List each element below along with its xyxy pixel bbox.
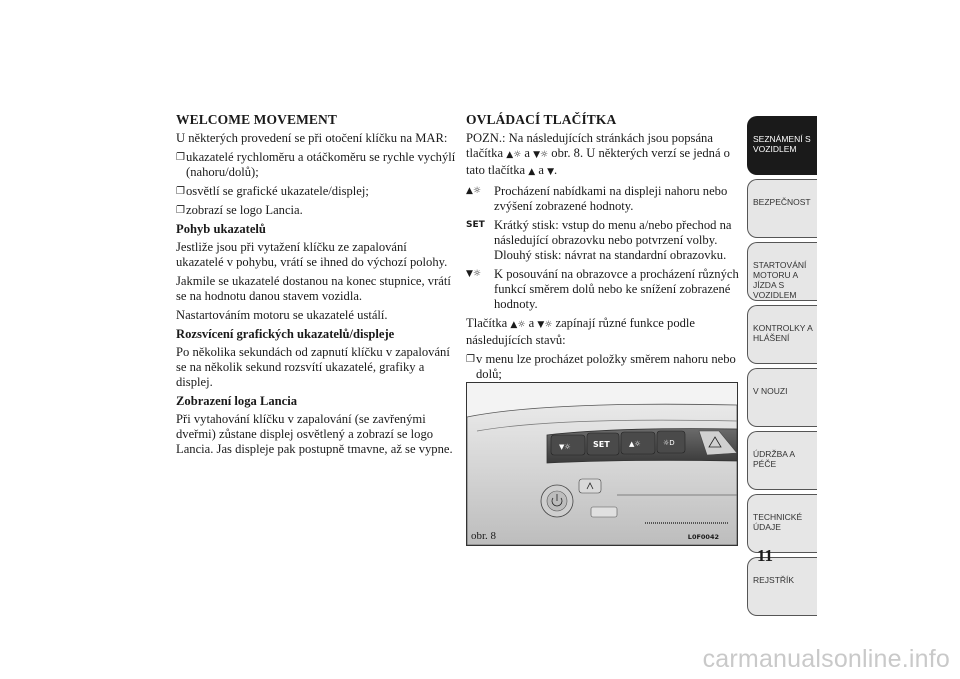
paragraph: Jestliže jsou při vytažení klíčku ze zapalování ukazatelé v pohybu, vrátí se ihned do výchozí polohy.: [176, 240, 448, 269]
list-item: ❐ ukazatelé rychloměru a otáčkoměru se rychle vychýlí (nahoru/dolů);: [176, 150, 456, 179]
subheading-display-lighting: Rozsvícení grafických ukazatelů/displeje: [176, 327, 395, 341]
checkbox-bullet-icon: ❐: [466, 354, 475, 365]
up-brightness-icon: ▲☼: [506, 150, 522, 160]
dashboard-controls-figure: [466, 382, 738, 546]
watermark: carmanualsonline.info: [702, 645, 950, 673]
up-brightness-icon: ▲☼: [466, 186, 481, 196]
left-column: [176, 112, 456, 461]
checkbox-bullet-icon: ❐: [176, 186, 185, 197]
panel-light-label: ☼D: [663, 439, 675, 447]
up-brightness-icon: ▲☼: [510, 320, 526, 330]
panel-up-label: ▲☼: [629, 440, 641, 448]
set-icon: SET: [466, 220, 485, 230]
checkbox-bullet-icon: ❐: [176, 205, 185, 216]
tab-bezpecnost[interactable]: BEZPEČNOST: [747, 179, 817, 238]
down-brightness-icon: ▼☼: [533, 150, 549, 160]
paragraph: Tlačítka ▲☼ a ▼☼ zapínají různé funkce podle následujících stavů:: [466, 316, 695, 347]
subheading-gauge-movement: Pohyb ukazatelů: [176, 222, 266, 236]
paragraph: Při vytahování klíčku v zapalování (se zavřenými dveřmi) zůstane displej osvětlený a zobrazí se logo Lancia. Jas displeje pak postupně tmavne, až se vypne.: [176, 412, 453, 456]
tab-seznameni[interactable]: SEZNÁMENÍ S VOZIDLEM: [747, 116, 817, 175]
panel-set-label: SET: [593, 440, 610, 449]
section-title-welcome: WELCOME MOVEMENT: [176, 112, 337, 127]
down-brightness-icon: ▼☼: [537, 320, 553, 330]
panel-down-label: ▼☼: [559, 443, 571, 451]
tab-kontrolky[interactable]: KONTROLKY A HLÁŠENÍ: [747, 305, 817, 364]
section-title-controls: OVLÁDACÍ TLAČÍTKA: [466, 112, 617, 127]
list-item: ❐ v menu lze procházet položky směrem nahoru nebo dolů;: [466, 352, 736, 381]
up-arrow-icon: ▲: [528, 167, 536, 177]
paragraph: Nastartováním motoru se ukazatelé ustálí.: [176, 308, 388, 322]
subheading-logo: Zobrazení loga Lancia: [176, 394, 298, 408]
right-column: [466, 112, 742, 420]
list-item: ❐ zobrazí se logo Lancia.: [176, 203, 303, 217]
paragraph: Jakmile se ukazatelé dostanou na konec stupnice, vrátí se na hodnotu danou stavem vozidla.: [176, 274, 451, 303]
control-item-down: ▼☼ K posouvání na obrazovce a procházení různých funkcí směrem dolů nebo ke snížení zobrazené hodnoty.: [466, 267, 739, 311]
figure-code: L0F0042: [687, 533, 719, 541]
tab-v-nouzi[interactable]: V NOUZI: [747, 368, 817, 427]
control-item-set: SET Krátký stisk: vstup do menu a/nebo přechod na následující obrazovku nebo potvrzení volby. Dlouhý stisk: návrat na standardní obrazovku.: [466, 218, 732, 262]
tab-startovani[interactable]: STARTOVÁNÍ MOTORU A JÍZDA S VOZIDLEM: [747, 242, 817, 301]
tab-technicke[interactable]: TECHNICKÉ ÚDAJE: [747, 494, 817, 553]
control-item-up: ▲☼ Procházení nabídkami na displeji nahoru nebo zvýšení zobrazené hodnoty.: [466, 184, 728, 213]
page-number: 11: [757, 546, 774, 565]
down-brightness-icon: ▼☼: [466, 269, 481, 279]
dashboard-panel-illustration: [467, 383, 737, 545]
chapter-tabs: [747, 116, 817, 620]
welcome-intro: U některých provedení se při otočení klíčku na MAR:: [176, 131, 448, 145]
list-item: ❐ osvětlí se grafické ukazatele/displej;: [176, 184, 369, 198]
tab-udrzba[interactable]: ÚDRŽBA A PÉČE: [747, 431, 817, 490]
checkbox-bullet-icon: ❐: [176, 152, 185, 163]
note-paragraph: POZN.: Na následujících stránkách jsou popsána tlačítka ▲☼ a ▼☼ obr. 8. U některých verzí se jedná o tato tlačítka ▲ a ▼.: [466, 131, 730, 177]
down-arrow-icon: ▼: [547, 167, 555, 177]
paragraph: Po několika sekundách od zapnutí klíčku v zapalování se na několik sekund rozsvítí ukazatelé, grafiky a displej.: [176, 345, 450, 389]
figure-caption: obr. 8: [471, 530, 497, 542]
tab-rejstrik[interactable]: REJSTŘÍK: [747, 557, 817, 616]
